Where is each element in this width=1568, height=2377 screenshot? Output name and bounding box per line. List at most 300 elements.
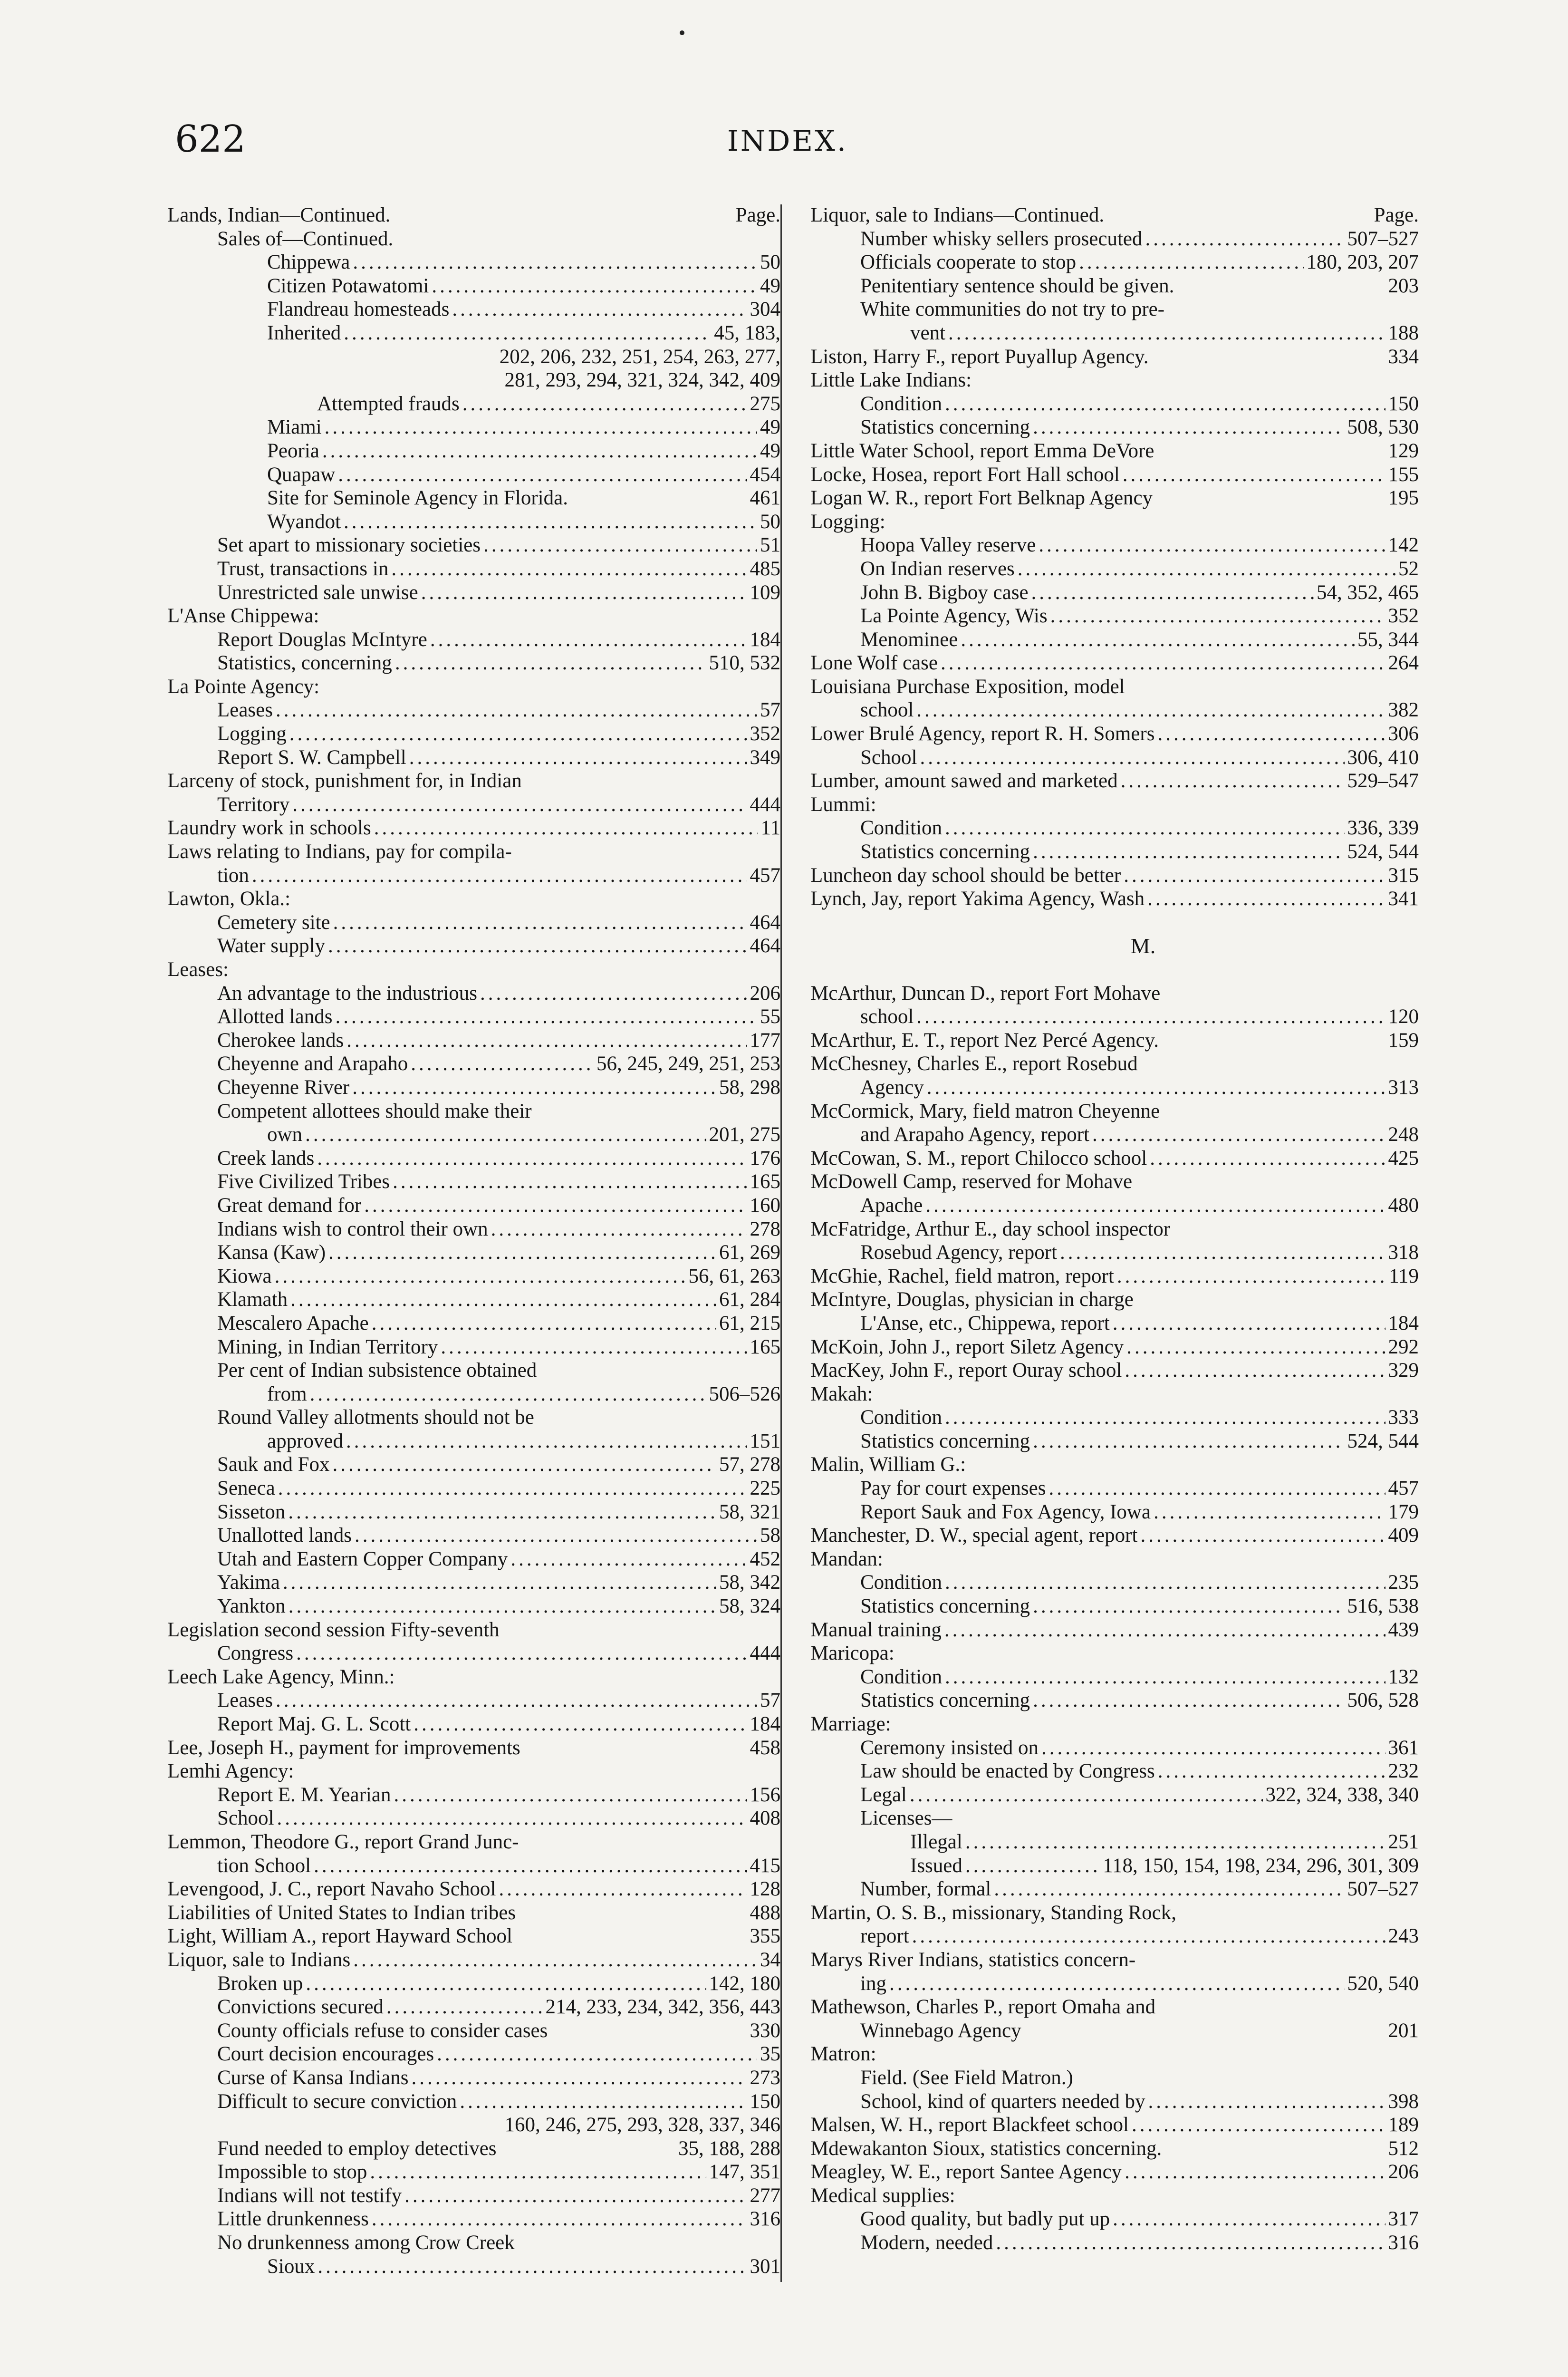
dot-leader — [510, 1547, 747, 1571]
index-entry — [167, 1335, 780, 1359]
index-entry — [167, 934, 780, 958]
dot-leader — [344, 510, 757, 534]
index-entry — [810, 486, 1419, 510]
dot-leader — [306, 1972, 706, 1996]
entry-label: Lawton, Okla.: — [167, 888, 291, 910]
entry-label: Report Douglas McIntyre — [217, 628, 427, 651]
index-entry — [810, 1430, 1419, 1453]
entry-label: La Pointe Agency: — [167, 675, 320, 698]
index-entry — [810, 628, 1419, 652]
gap — [810, 958, 1419, 982]
dot-leader — [925, 1194, 1385, 1217]
entry-pages: 398 — [1388, 2090, 1419, 2113]
dot-leader — [889, 1972, 1345, 1996]
entry-pages: 264 — [1388, 652, 1419, 675]
index-entry — [167, 2207, 780, 2231]
entry-label: Report E. M. Yearian — [217, 1783, 391, 1806]
dot-leader — [333, 911, 747, 935]
entry-label: Mathewson, Charles P., report Omaha and — [810, 1996, 1156, 2019]
dot-leader — [432, 274, 757, 298]
dot-leader — [252, 864, 747, 888]
index-entry — [167, 1618, 780, 1642]
index-entry — [810, 1571, 1419, 1594]
dot-leader — [1039, 533, 1385, 557]
entry-label: McDowell Camp, reserved for Mohave — [810, 1170, 1133, 1193]
entry-label: Unrestricted sale unwise — [217, 581, 418, 604]
entry-label: from — [267, 1382, 307, 1405]
index-entry — [167, 1005, 780, 1029]
entry-pages: 203 — [1388, 274, 1419, 297]
entry-label: Lemhi Agency: — [167, 1760, 294, 1783]
entry-pages: 329 — [1388, 1359, 1419, 1382]
index-entry — [810, 415, 1419, 439]
index-entry — [167, 1995, 780, 2019]
entry-pages: 155 — [1388, 463, 1419, 486]
dot-leader — [1157, 722, 1385, 746]
entry-label: Condition — [860, 1665, 943, 1688]
entry-label: Agency — [860, 1076, 924, 1099]
entry-pages: 382 — [1388, 699, 1419, 722]
dot-leader — [1033, 1430, 1344, 1453]
entry-label: Officials cooperate to stop — [860, 251, 1077, 274]
entry-pages: 201 — [1388, 2019, 1419, 2042]
entry-pages: 61, 215 — [719, 1312, 780, 1334]
entry-pages: 415 — [750, 1854, 780, 1877]
index-entry — [167, 274, 780, 298]
dot-leader — [1125, 2160, 1385, 2184]
entry-label: Difficult to secure conviction — [217, 2090, 457, 2113]
entry-label: McKoin, John J., report Siletz Agency — [810, 1335, 1124, 1358]
entry-label: Penitentiary sentence should be given. — [860, 274, 1174, 297]
entry-label: Cemetery site — [217, 911, 330, 934]
entry-label: Attempted frauds — [317, 392, 460, 415]
entry-label: Flandreau homesteads — [267, 298, 450, 321]
index-entry — [810, 1689, 1419, 1712]
dot-leader — [945, 1406, 1385, 1430]
dot-leader — [1117, 1265, 1386, 1288]
index-entry — [810, 1972, 1419, 1996]
entry-label: McIntyre, Douglas, physician in charge — [810, 1288, 1134, 1311]
entry-label: and Arapaho Agency, report — [860, 1123, 1089, 1146]
dot-leader — [1033, 840, 1344, 864]
index-entry — [810, 533, 1419, 557]
entry-label: Cheyenne and Arapaho — [217, 1053, 408, 1075]
entry-label: County officials refuse to consider cases — [217, 2019, 548, 2042]
index-entry — [167, 1571, 780, 1594]
entry-label: Leases — [217, 1689, 273, 1712]
index-entry — [810, 1217, 1419, 1241]
entry-label: Site for Seminole Agency in Florida. — [267, 487, 568, 510]
entry-pages: 142, 180 — [709, 1972, 780, 1995]
entry-label: Number, formal — [860, 1878, 991, 1901]
entry-pages: 317 — [1388, 2208, 1419, 2231]
entry-pages: 457 — [1388, 1477, 1419, 1500]
entry-label: Meagley, W. E., report Santee Agency — [810, 2161, 1122, 2184]
entry-label: Peoria — [267, 439, 319, 462]
entry-label: McFatridge, Arthur E., day school inspector — [810, 1217, 1171, 1240]
entry-label: report — [860, 1925, 909, 1948]
index-entry — [810, 1854, 1419, 1878]
entry-pages: 454 — [750, 463, 780, 486]
dot-leader — [409, 746, 747, 770]
entry-pages: 235 — [1388, 1571, 1419, 1594]
dot-leader — [322, 439, 757, 463]
entry-label: Louisiana Purchase Exposition, model — [810, 675, 1125, 698]
dot-leader — [441, 1335, 747, 1359]
dot-leader — [945, 1665, 1385, 1689]
index-entry — [167, 793, 780, 817]
index-entry — [810, 769, 1419, 793]
index-entry — [167, 746, 780, 770]
entry-pages: 51 — [760, 534, 780, 557]
entry-label: Condition — [860, 817, 943, 840]
index-entry — [810, 1382, 1419, 1406]
entry-pages: 57, 278 — [719, 1453, 780, 1476]
dot-leader — [961, 628, 1355, 652]
entry-pages: 159 — [1388, 1029, 1419, 1052]
page-number: 622 — [175, 118, 246, 161]
index-entry — [167, 1241, 780, 1265]
entry-pages: 195 — [1388, 487, 1419, 510]
entry-label: Sioux — [267, 2255, 315, 2278]
dot-leader — [421, 581, 747, 605]
index-column-right — [810, 203, 1419, 2255]
index-entry — [810, 1288, 1419, 1312]
entry-pages: 61, 284 — [719, 1288, 780, 1311]
dot-leader — [1125, 1359, 1385, 1382]
entry-label: Round Valley allotments should not be — [217, 1406, 534, 1429]
entry-label: La Pointe Agency, Wis — [860, 605, 1048, 628]
index-entry — [810, 793, 1419, 817]
entry-pages: 214, 233, 234, 342, 356, 443 — [545, 1996, 780, 2019]
dot-leader — [910, 1783, 1263, 1807]
index-entry — [810, 1830, 1419, 1854]
index-entry — [167, 911, 780, 935]
entry-label: Unallotted lands — [217, 1524, 352, 1547]
entry-pages: 524, 544 — [1347, 1430, 1419, 1452]
entry-pages: 322, 324, 338, 340 — [1265, 1783, 1419, 1806]
entry-pages: 444 — [750, 1642, 780, 1665]
dot-leader — [346, 1029, 747, 1053]
gap — [810, 911, 1419, 935]
index-entry — [167, 769, 780, 793]
dot-leader — [353, 251, 757, 274]
dot-leader — [1033, 1594, 1344, 1618]
entry-label: Apache — [860, 1194, 923, 1217]
dot-leader — [480, 982, 747, 1005]
entry-pages: 49 — [760, 274, 780, 297]
entry-pages: 488 — [750, 1901, 780, 1924]
index-entry — [810, 1147, 1419, 1170]
dot-leader — [945, 392, 1385, 416]
entry-label: Logging: — [810, 510, 885, 533]
entry-pages: 35 — [760, 2043, 780, 2066]
entry-pages: 177 — [750, 1029, 780, 1052]
entry-label: Malin, William G.: — [810, 1453, 966, 1476]
index-entry — [810, 557, 1419, 581]
dot-leader — [1124, 864, 1385, 888]
entry-label: Condition — [860, 1406, 943, 1429]
entry-pages: 315 — [1388, 864, 1419, 887]
entry-label: tion — [217, 864, 249, 887]
entry-label: Curse of Kansa Indians — [217, 2066, 409, 2089]
index-entry — [167, 203, 780, 227]
entry-label: Great demand for — [217, 1194, 362, 1217]
entry-pages: 206 — [750, 982, 780, 1005]
entry-pages: 160, 246, 275, 293, 328, 337, 346 — [504, 2114, 780, 2136]
entry-label: Leases: — [167, 958, 229, 981]
entry-label: Cheyenne River — [217, 1076, 350, 1099]
entry-label: Klamath — [217, 1288, 288, 1311]
index-entry — [810, 1736, 1419, 1760]
entry-label: Medical supplies: — [810, 2184, 955, 2207]
entry-pages: 508, 530 — [1347, 416, 1419, 439]
entry-label: Water supply — [217, 935, 326, 957]
entry-label: John B. Bigboy case — [860, 581, 1029, 604]
dot-leader — [1031, 581, 1314, 605]
index-entry — [167, 1972, 780, 1996]
entry-pages: 304 — [750, 298, 780, 321]
dot-leader — [292, 793, 747, 817]
entry-pages: 464 — [750, 935, 780, 957]
dot-leader — [1113, 2207, 1385, 2231]
entry-label: Liquor, sale to Indians — [167, 1948, 351, 1971]
dot-leader — [1147, 887, 1385, 911]
index-entry — [167, 1217, 780, 1241]
index-entry — [810, 2160, 1419, 2184]
index-entry — [810, 1500, 1419, 1524]
index-entry — [167, 1712, 780, 1736]
index-entry — [167, 1453, 780, 1477]
entry-pages: 150 — [750, 2090, 780, 2113]
index-entry — [167, 1288, 780, 1312]
section-heading: M. — [1130, 934, 1156, 958]
entry-pages: 55 — [760, 1005, 780, 1028]
entry-label: Liquor, sale to Indians—Continued. — [810, 204, 1105, 226]
dot-leader — [283, 1571, 716, 1594]
entry-pages: 58 — [760, 1524, 780, 1547]
dot-leader — [355, 1524, 757, 1547]
index-entry — [810, 2113, 1419, 2137]
entry-label: Marys River Indians, statistics concern- — [810, 1948, 1136, 1971]
index-entry — [167, 864, 780, 888]
entry-pages: 129 — [1388, 439, 1419, 462]
index-entry — [810, 1335, 1419, 1359]
entry-label: Luncheon day school should be better — [810, 864, 1121, 887]
index-entry — [167, 1665, 780, 1689]
index-entry — [810, 298, 1419, 321]
index-entry — [810, 439, 1419, 463]
running-head: INDEX. — [727, 125, 848, 158]
entry-pages: 165 — [750, 1170, 780, 1193]
entry-label: Liabilities of United States to Indian tribes — [167, 1901, 516, 1924]
entry-pages: 225 — [750, 1477, 780, 1500]
entry-label: Set apart to missionary societies — [217, 534, 481, 557]
dot-leader — [430, 628, 747, 652]
entry-pages: 248 — [1388, 1123, 1419, 1146]
dot-leader — [920, 746, 1344, 770]
dot-leader — [1145, 227, 1345, 251]
entry-pages: 184 — [750, 628, 780, 651]
entry-label: Statistics, concerning — [217, 652, 392, 675]
entry-pages: 184 — [1388, 1312, 1419, 1334]
index-entry — [167, 1642, 780, 1665]
index-entry — [810, 1076, 1419, 1100]
entry-pages: 57 — [760, 1689, 780, 1712]
entry-pages: 507–527 — [1347, 1878, 1419, 1901]
index-entry — [810, 1477, 1419, 1500]
dot-leader — [1132, 2113, 1385, 2137]
entry-pages: 458 — [750, 1736, 780, 1759]
entry-label: Sales of—Continued. — [217, 227, 394, 250]
entry-label: Lone Wolf case — [810, 652, 938, 675]
dot-leader — [391, 557, 747, 581]
entry-pages: 11 — [760, 817, 780, 840]
entry-label: Indians wish to control their own — [217, 1217, 488, 1240]
entry-pages: 330 — [750, 2019, 780, 2042]
entry-pages: 333 — [1388, 1406, 1419, 1429]
entry-pages: 54, 352, 465 — [1317, 581, 1419, 604]
dot-leader — [460, 2090, 747, 2114]
index-entry — [810, 251, 1419, 274]
index-entry — [810, 1924, 1419, 1948]
index-entry — [810, 1100, 1419, 1123]
entry-pages: 506–526 — [709, 1382, 780, 1405]
index-entry — [810, 1453, 1419, 1477]
index-entry — [167, 1594, 780, 1618]
entry-label: Statistics concerning — [860, 1689, 1030, 1712]
entry-label: Legal — [860, 1783, 907, 1806]
index-entry — [810, 887, 1419, 911]
entry-label: Convictions secured — [217, 1996, 384, 2019]
entry-label: Condition — [860, 392, 943, 415]
entry-pages: 313 — [1388, 1076, 1419, 1099]
entry-label: School — [860, 746, 917, 769]
entry-pages: 506, 528 — [1347, 1689, 1419, 1712]
entry-pages: 516, 538 — [1347, 1595, 1419, 1618]
index-entry — [167, 439, 780, 463]
index-entry — [167, 2066, 780, 2090]
entry-label: Manchester, D. W., special agent, report — [810, 1524, 1138, 1547]
dot-leader — [325, 415, 757, 439]
index-entry — [810, 321, 1419, 345]
entry-pages: 318 — [1388, 1241, 1419, 1264]
index-entry — [167, 2255, 780, 2279]
index-entry — [810, 227, 1419, 251]
entry-label: Five Civilized Tribes — [217, 1170, 390, 1193]
entry-label: Menominee — [860, 628, 958, 651]
index-entry — [810, 982, 1419, 1005]
entry-label: Citizen Potawatomi — [267, 274, 429, 297]
index-entry — [810, 1807, 1419, 1830]
entry-pages: 58, 298 — [719, 1076, 780, 1099]
index-entry — [167, 392, 780, 416]
index-entry — [810, 2231, 1419, 2255]
entry-pages: 188 — [1388, 321, 1419, 344]
entry-label: Good quality, but badly put up — [860, 2208, 1110, 2231]
entry-pages: 49 — [760, 416, 780, 439]
index-entry — [167, 1500, 780, 1524]
entry-label: Territory — [217, 793, 290, 816]
entry-pages: 56, 61, 263 — [688, 1265, 780, 1287]
index-entry — [167, 1948, 780, 1972]
entry-label: Malsen, W. H., report Blackfeet school — [810, 2114, 1129, 2136]
entry-label: Court decision encourages — [217, 2043, 434, 2066]
index-entry — [167, 840, 780, 864]
index-entry — [167, 982, 780, 1005]
index-entry — [167, 1524, 780, 1547]
index-entry — [167, 1901, 780, 1925]
entry-pages: 156 — [750, 1783, 780, 1806]
index-entry — [167, 958, 780, 982]
entry-label: Leases — [217, 699, 273, 722]
index-entry — [167, 1052, 780, 1076]
entry-pages: 278 — [750, 1217, 780, 1240]
entry-pages: 292 — [1388, 1335, 1419, 1358]
entry-label: Illegal — [910, 1830, 962, 1853]
entry-label: Sisseton — [217, 1500, 286, 1523]
index-entry — [810, 840, 1419, 864]
entry-pages: 507–527 — [1347, 227, 1419, 250]
dot-leader — [1079, 251, 1303, 274]
index-entry — [810, 698, 1419, 722]
entry-label: McCormick, Mary, field matron Cheyenne — [810, 1100, 1160, 1122]
index-entry — [167, 1382, 780, 1406]
entry-pages: 160 — [750, 1194, 780, 1217]
entry-pages: 58, 342 — [719, 1571, 780, 1594]
entry-pages: 180, 203, 207 — [1306, 251, 1419, 274]
entry-pages: 529–547 — [1347, 770, 1419, 792]
entry-label: Inherited — [267, 321, 341, 344]
entry-label: McGhie, Rachel, field matron, report — [810, 1265, 1114, 1287]
dot-leader — [1140, 1524, 1385, 1547]
dot-leader — [994, 1877, 1344, 1901]
entry-pages: 461 — [750, 487, 780, 510]
index-entry — [810, 1005, 1419, 1029]
index-entry — [167, 1877, 780, 1901]
dot-leader — [277, 1807, 747, 1830]
index-entry — [167, 1547, 780, 1571]
entry-label: School, kind of quarters needed by — [860, 2090, 1145, 2113]
index-entry — [810, 2137, 1419, 2161]
entry-label: Kiowa — [217, 1265, 272, 1287]
entry-label: Mandan: — [810, 1547, 883, 1570]
index-entry — [167, 1689, 780, 1712]
entry-label: Trust, transactions in — [217, 557, 389, 580]
index-entry — [810, 1712, 1419, 1736]
dot-leader — [290, 1288, 716, 1312]
dot-leader — [305, 1123, 706, 1147]
entry-label: Statistics concerning — [860, 416, 1030, 439]
index-entry — [167, 227, 780, 251]
dot-leader — [944, 1618, 1385, 1642]
entry-label: McChesney, Charles E., report Rosebud — [810, 1053, 1138, 1075]
entry-label: Little drunkenness — [217, 2208, 369, 2231]
index-entry — [810, 1901, 1419, 1925]
index-entry — [810, 203, 1419, 227]
index-entry — [810, 2207, 1419, 2231]
entry-pages: 306 — [1388, 723, 1419, 745]
dot-leader — [414, 1712, 747, 1736]
index-entry — [167, 1430, 780, 1453]
index-entry — [167, 1029, 780, 1053]
dot-leader — [276, 1689, 757, 1712]
dot-leader — [1113, 1312, 1385, 1335]
entry-pages: 352 — [750, 723, 780, 745]
index-entry — [167, 321, 780, 345]
entry-pages: 336, 339 — [1347, 817, 1419, 840]
dot-leader — [296, 1642, 747, 1665]
